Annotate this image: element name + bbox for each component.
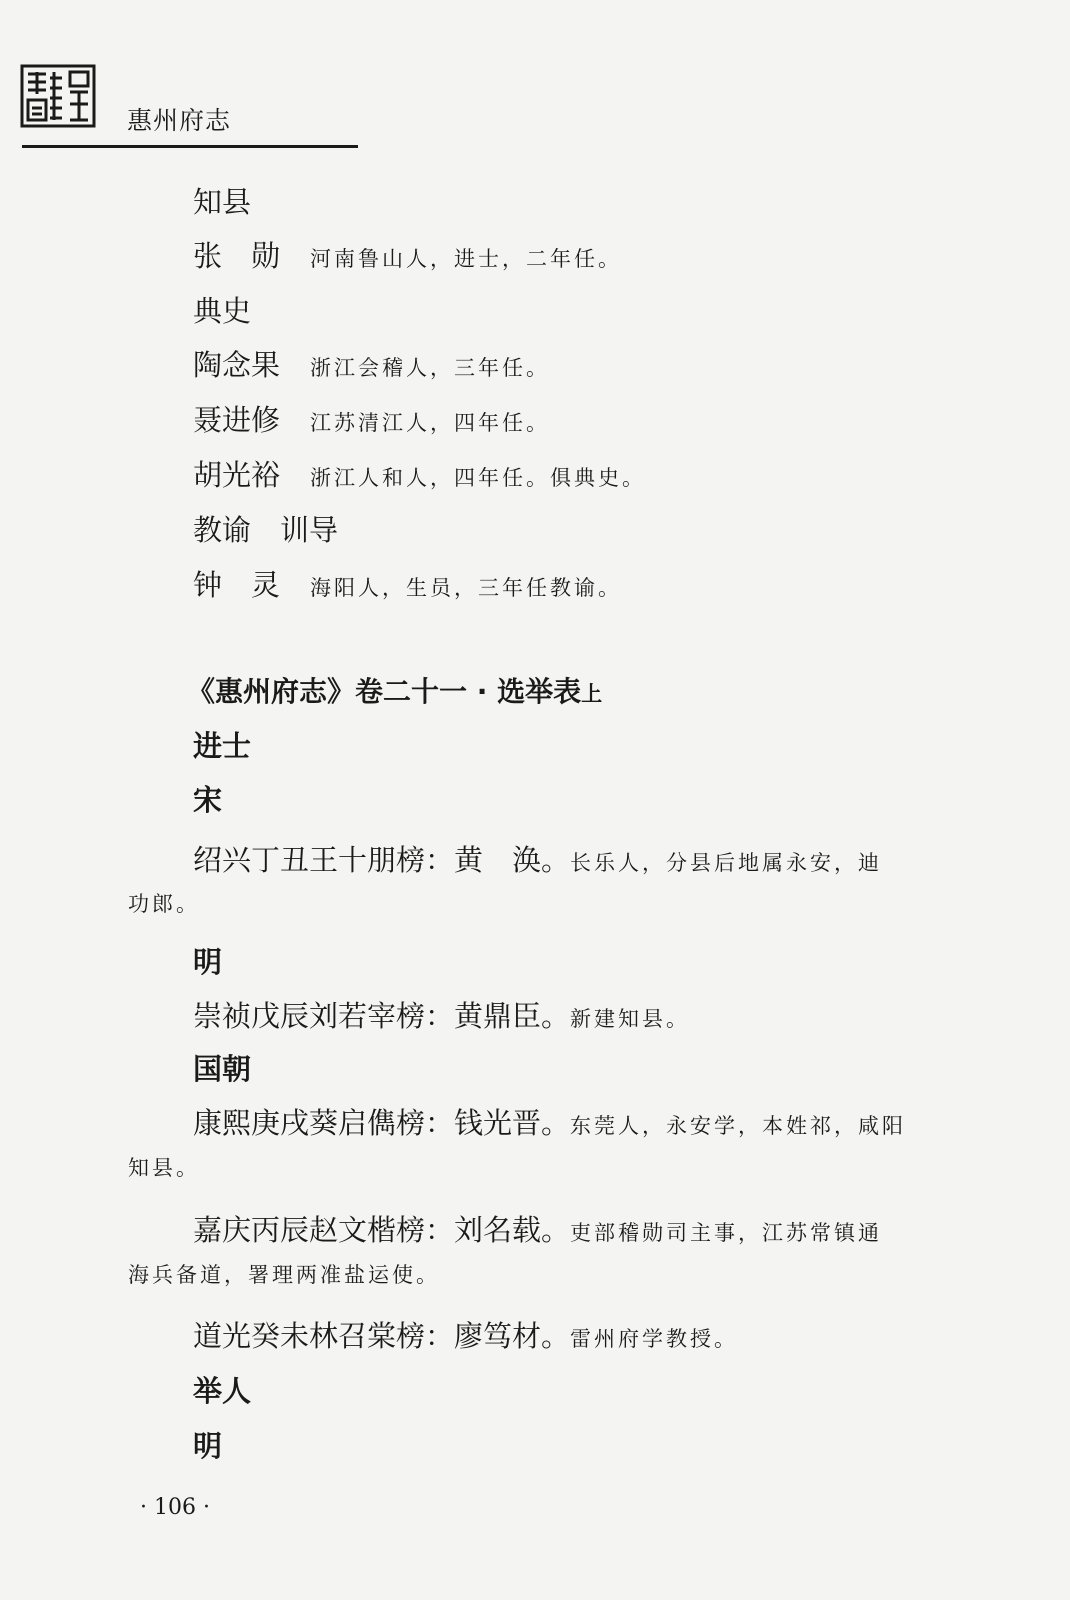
entry-note: 江苏清江人，四年任。 — [310, 411, 551, 435]
entry-name: 张 勋 — [193, 239, 281, 273]
chapter-title-main: 《惠州府志》卷二十一 · 选举表 — [187, 675, 582, 708]
heading-zhixian: 知县 — [193, 185, 252, 219]
entry-zhong-ling — [193, 563, 622, 604]
seal-logo — [20, 64, 96, 128]
entry-name: 钟 灵 — [193, 568, 281, 602]
paragraph-note: 长乐人，分县后地属永安，迪 — [570, 851, 883, 875]
paragraph-liao-ducai — [193, 1314, 738, 1355]
entry-name: 聂进修 — [193, 403, 281, 437]
paragraph-main: 康熙庚戌葵启儁榜：钱光晋。 — [193, 1106, 571, 1140]
paragraph-main: 道光癸未林召棠榜：廖笃材。 — [193, 1319, 571, 1353]
entry-note: 浙江人和人，四年任。俱典史。 — [310, 466, 647, 490]
paragraph-qian-guangjin — [193, 1101, 906, 1142]
entry-name: 陶念果 — [193, 348, 281, 382]
paragraph-liu-mingzai — [193, 1208, 882, 1249]
page-number: · 106 · — [140, 1495, 210, 1520]
heading-song: 宋 — [193, 783, 223, 817]
paragraph-huang-dingchen — [193, 994, 690, 1035]
header-rule — [22, 145, 358, 148]
paragraph-note: 东莞人，永安学，本姓祁，咸阳 — [570, 1114, 907, 1138]
paragraph-main: 绍兴丁丑王十朋榜：黄 涣。 — [193, 843, 571, 877]
heading-jinshi: 进士 — [193, 729, 252, 763]
chapter-title-suffix: 上 — [581, 682, 603, 706]
paragraph-continuation: 知县。 — [128, 1156, 200, 1180]
entry-note: 海阳人，生员，三年任教谕。 — [310, 576, 623, 600]
entry-tao-nianguo — [193, 343, 550, 384]
entry-zhang-xun — [193, 234, 622, 275]
heading-ming-2: 明 — [193, 1429, 223, 1463]
entry-note: 浙江会稽人，三年任。 — [310, 356, 551, 380]
paragraph-huang-huan — [193, 838, 882, 879]
entry-hu-guangyu — [193, 453, 646, 494]
heading-jiaoyu-xundao: 教谕 训导 — [193, 513, 339, 547]
paragraph-note: 新建知县。 — [570, 1007, 691, 1031]
paragraph-note: 吏部稽勋司主事，江苏常镇通 — [570, 1221, 883, 1245]
paragraph-continuation: 海兵备道，署理两准盐运使。 — [128, 1263, 440, 1287]
entry-nie-jinxiu — [193, 398, 550, 439]
running-title: 惠州府志 — [127, 106, 232, 135]
paragraph-note: 雷州府学教授。 — [570, 1327, 739, 1351]
entry-name: 胡光裕 — [193, 458, 281, 492]
paragraph-continuation: 功郎。 — [128, 892, 200, 916]
heading-juren: 举人 — [193, 1374, 252, 1408]
paragraph-main: 嘉庆丙辰赵文楷榜：刘名载。 — [193, 1213, 571, 1247]
paragraph-main: 崇祯戊辰刘若宰榜：黄鼎臣。 — [193, 999, 571, 1033]
entry-note: 河南鲁山人，进士，二年任。 — [310, 247, 623, 271]
heading-dianshi: 典史 — [193, 294, 252, 328]
heading-guochao: 国朝 — [193, 1052, 252, 1086]
heading-ming: 明 — [193, 945, 223, 979]
chapter-title — [187, 670, 602, 710]
